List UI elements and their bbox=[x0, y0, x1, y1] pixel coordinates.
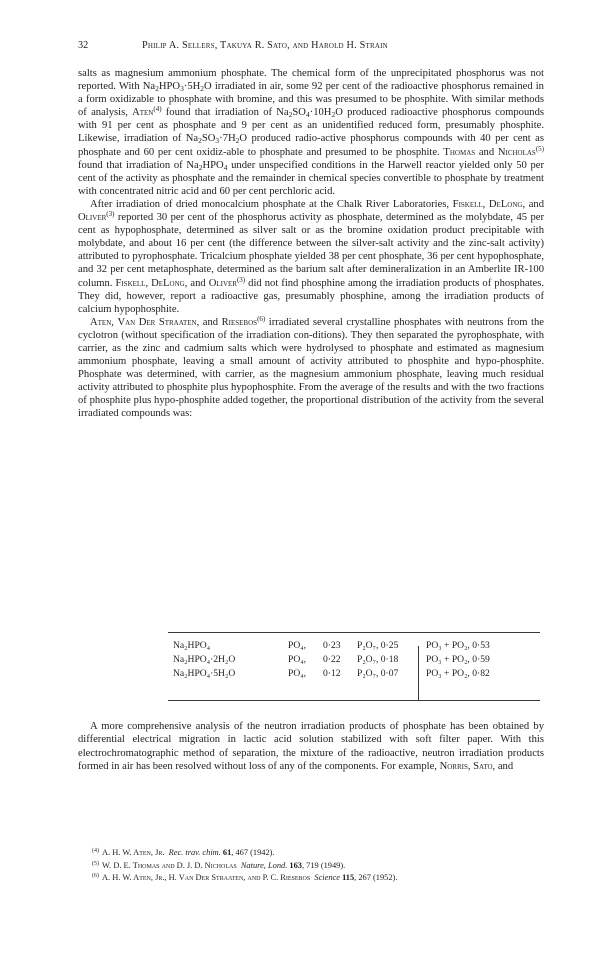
ref-6: (6) bbox=[257, 314, 266, 323]
reference-item: $^{(6)}$ A. H. W. Aten, Jr., H. Van Der Straaten, and P. C. Riesebos Science 115, 267 (1952). bbox=[92, 873, 398, 883]
table-row: Na₂HPO₄ PO₄, 0·23 P₂O₇, 0·25 PO₃ + PO₂, 0·53 bbox=[173, 640, 490, 651]
table-top-rule bbox=[168, 632, 540, 633]
table-row: Na₂HPO₄·2H₂O PO₄, 0·22 P₂O₇, 0·18 PO₃ + PO₂, 0·59 bbox=[173, 654, 490, 665]
paragraph-2: After irradiation of dried monocalcium phosphate at the Chalk River Laboratories, Fiskell, DeLong, and Oliver$^{(3)}$ reported 30 per cent of the phosphorus activity as phosphate, determined as the molybdate, 45 per cent as hypophosphate, determined as silver salt or as the bromine oxidation product precipitable with molybdate, and about 16 per cent (the difference between the silver-salt activity and the zinc-salt activity) attributed to pyrophosphate. Tricalcium phosphate yielded 38 per cent phosphate, 36 per cent hypophosphate, and 32 per cent metaphosphate, determined as the barium salt after demineralization in an Amberlite IR-100 column. Fiskell, DeLong, and Oliver$^{(3)}$ did not find phosphine among the irradiation products of phosphates. They did, however, report a radioactive gas, presumably phosphine, among the irradiation products of calcium hypophosphite. bbox=[78, 198, 545, 315]
reference-item: $^{(5)}$ W. D. E. Thomas and D. J. D. Nicholas Nature, Lond. 163, 719 (1949). bbox=[92, 860, 346, 870]
ref-4: (4) bbox=[153, 105, 162, 114]
reference-item: $^{(4)}$ A. H. W. Aten, Jr. Rec. trav. chim. 61, 467 (1942). bbox=[92, 848, 275, 857]
table-bottom-rule bbox=[168, 700, 540, 701]
author-thomas: Thomas bbox=[443, 146, 476, 158]
ref-3: (3) bbox=[106, 210, 115, 219]
running-title-authors: Philip A. Sellers, Takuya R. Sato, and Harold H. Strain bbox=[142, 40, 388, 51]
paragraph-4-block bbox=[78, 720, 544, 774]
paragraph-4: A more comprehensive analysis of the neutron irradiation products of phosphate has been obtained by differential electrical migration in lactic acid solution stabilized with soft filter paper. With this electrochromatographic method of separation, the mixture of the radioactive, neutron irradiation products formed in air has been resolved without loss of any of the components. For example, Norris, Sato, and bbox=[78, 721, 544, 773]
paragraph-3: Aten, Van Der Straaten, and Riesebos$^{(6)}$ irradiated several crystalline phosphates with neutrons from the cyclotron (without specification of the irradiation con-ditions). They then separated the pyrophosphate, with carrier, as the zinc and cadmium salts which were hydrolysed to phosphate and estimated as magnesium ammonium phosphate, leaving a small amount of activity attributed to phosphite and hypo-phosphite. Phosphate was determined, with carrier, as the magnesium ammonium phosphate, leaving much residual activity attributed to phosphite plus hypophosphite. From the average of the results and with the two fractions of phosphite plus hypo-phosphite added together, the proportional distribution of the activity from the several irradiated compounds was: bbox=[78, 314, 544, 420]
author-nicholas: Nicholas bbox=[497, 146, 536, 158]
distribution-table bbox=[78, 632, 544, 706]
ref-5: (5) bbox=[535, 144, 545, 153]
table-row: Na₂HPO₄·5H₂O PO₄, 0·12 P₂O₇, 0·07 PO₃ + PO₂, 0·82 bbox=[173, 668, 490, 679]
running-header bbox=[78, 40, 544, 54]
paragraph-1: salts as magnesium ammonium phosphate. The chemical form of the unprecipitated phosphorus was not reported. With $Na_2HPO_3\cdot 5H_2O$ irradiated in air, some 92 per cent of the radioactive phosphorus remained in a form oxidizable to phosphate with bromine, and this was presumed to be phosphite. With similar methods of analysis, Aten$^{(4)}$ found that irradiation of $Na_2SO_4\cdot 10H_2O$ produced radioactive phosphorus compounds with 91 per cent as phosphate and 9 per cent as an unidentified reduced form, presumably phosphite. Likewise, irradiation of $Na_2SO_3\cdot 7H_2O$ produced radio-active phosphorus compounds with 40 per cent as phosphate and 60 per cent oxidiz-able to phosphate and presumed to be phosphite. Thomas and Nicholas$^{(5)}$ found that irradiation of $Na_2HPO_4$ under unspecified conditions in the Harwell reactor yielded only 50 per cent of the activity as phosphate and the remainder in chemical species convertible to phosphate by treatment with concentrated nitric acid and 60 per cent perchloric acid. bbox=[78, 68, 545, 197]
author-aten: Aten bbox=[132, 107, 154, 119]
footnote-references bbox=[92, 846, 544, 884]
page-number: 32 bbox=[78, 40, 89, 51]
body-text bbox=[78, 67, 544, 421]
